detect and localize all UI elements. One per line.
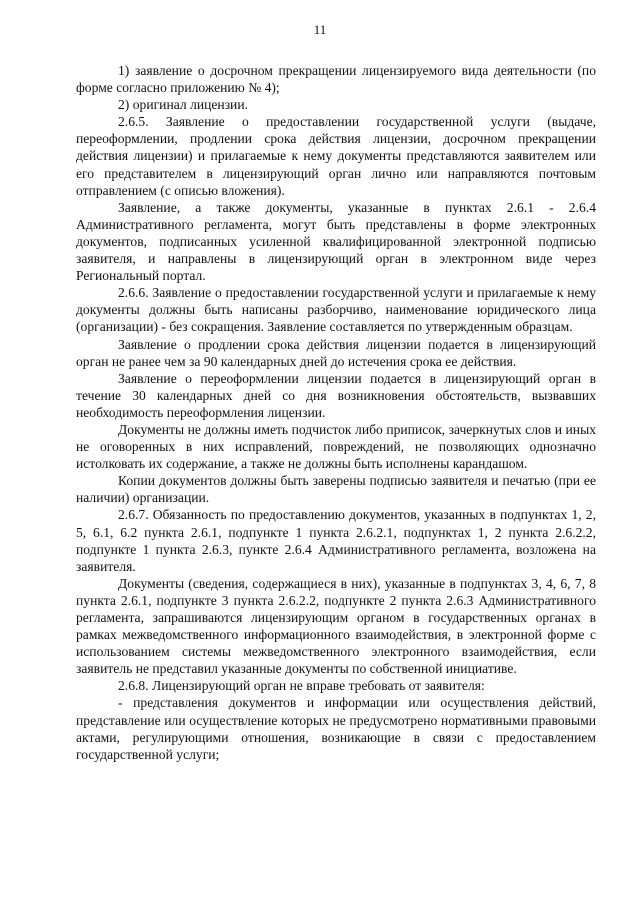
paragraph-document-requirements: Документы не должны иметь подчисток либо приписок, зачеркнутых слов и иных не оговоренных в них исправлений, повреждений, не позволяющих однозначно истолковать их содержание, а также не должны быть исполнены карандашом. — [76, 421, 596, 472]
paragraph-interagency-requests: Документы (сведения, содержащиеся в них), указанные в подпунктах 3, 4, 6, 7, 8 пункта 2.6.1, подпункте 3 пункта 2.6.2.2, подпункте 2 пункта 2.6.3 Административного регламента, запрашиваются лицензирующим органом в государственных органах в рамках межведомственного информационного взаимодействия, в электронной форме с использованием системы межведомственного электронного взаимодействия, если заявитель не представил указанные документы по собственной инициативе. — [76, 575, 596, 677]
paragraph-reissue-deadline: Заявление о переоформлении лицензии подается в лицензирующий орган в течение 30 календарных дней со дня возникновения обстоятельств, вызвавших необходимость переоформления лицензии. — [76, 370, 596, 420]
page-number: 11 — [313, 22, 327, 37]
paragraph-2-6-6: 2.6.6. Заявление о предоставлении государственной услуги и прилагаемые к нему документы должны быть написаны разборчиво, наименование юридического лица (организации) - без сокращения. Заявление составляется по утвержденным образцам. — [76, 285, 596, 335]
paragraph-item-2-license-original: 2) оригинал лицензии. — [118, 97, 249, 113]
document-body — [76, 62, 596, 763]
paragraph-copies-certification: Копии документов должны быть заверены подписью заявителя и печатью (при ее наличии) организации. — [76, 473, 596, 506]
paragraph-2-6-8: 2.6.8. Лицензирующий орган не вправе требовать от заявителя: — [118, 678, 485, 694]
paragraph-item-1-application-early-termination: 1) заявление о досрочном прекращении лицензируемого вида деятельности (по форме согласно приложению № 4); — [76, 63, 596, 96]
paragraph-2-6-7: 2.6.7. Обязанность по предоставлению документов, указанных в подпунктах 1, 2, 5, 6.1, 6.2 пункта 2.6.1, подпункте 1 пункта 2.6.2.1, подпунктах 1, 2 пункта 2.6.2.2, подпункте 1 пункта 2.6.3, пункте 2.6.4 Административного регламента, возложена на заявителя. — [76, 507, 596, 574]
paragraph-prohibited-requirements: - представления документов и информации или осуществления действий, представление или осуществление которых не предусмотрено нормативными правовыми актами, регулирующими отношения, возникающие в связи с предоставлением государственной услуги; — [76, 695, 596, 762]
paragraph-2-6-5: 2.6.5. Заявление о предоставлении государственной услуги (выдаче, переоформлении, продлении срока действия лицензии, досрочном прекращении действия лицензии) и прилагаемые к нему документы представляются заявителем или его представителем в лицензирующий орган лично или направляются почтовым отправлением (с описью вложения). — [76, 114, 596, 198]
paragraph-renewal-deadline: Заявление о продлении срока действия лицензии подается в лицензирующий орган не ранее чем за 90 календарных дней до истечения срока ее действия. — [76, 336, 596, 369]
paragraph-electronic-documents: Заявление, а также документы, указанные в пунктах 2.6.1 - 2.6.4 Административного регламента, могут быть представлены в форме электронных документов, подписанных усиленной квалифицированной электронной подписью заявителя, и направлены в лицензирующий орган в электронном виде через Региональный портал. — [76, 199, 596, 284]
